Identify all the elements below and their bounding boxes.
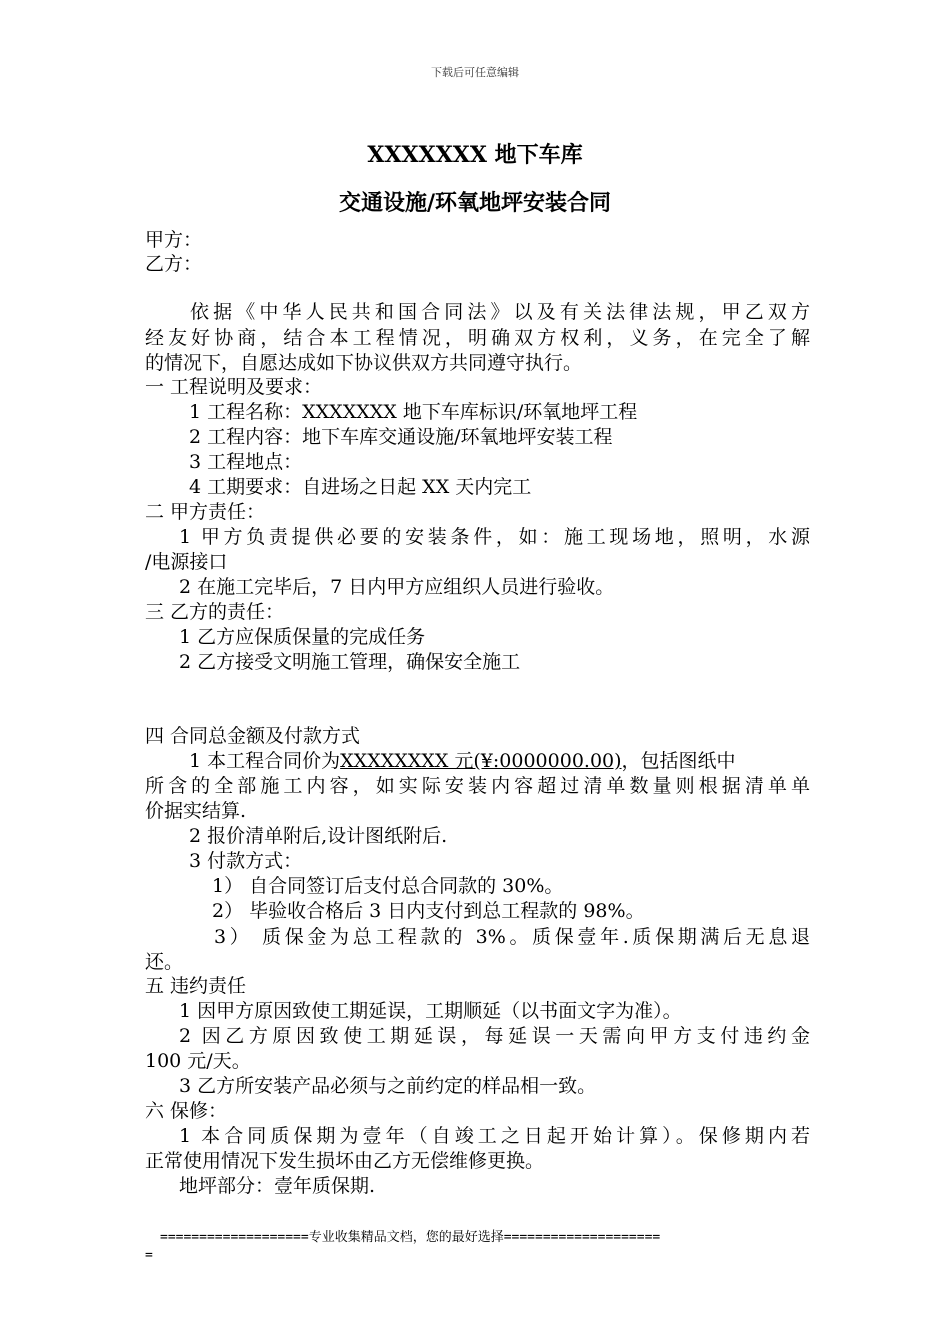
s2-item-1-line-2: /电源接口 bbox=[145, 551, 228, 573]
payment-term-1: 1） 自合同签订后支付总合同款的 30%。 bbox=[212, 875, 564, 897]
s4-item-2: 2 报价清单附后,设计图纸附后. bbox=[189, 825, 448, 847]
s4-item-1-prefix: 1 本工程合同价为 bbox=[189, 750, 341, 772]
s6-item-1-line-2: 正常使用情况下发生损坏由乙方无偿维修更换。 bbox=[145, 1150, 545, 1172]
s5-item-3: 3 乙方所安装产品必须与之前约定的样品相一致。 bbox=[179, 1075, 597, 1097]
s3-item-2: 2 乙方接受文明施工管理，确保安全施工 bbox=[179, 651, 521, 673]
s1-item: 2 工程内容：地下车库交通设施/环氧地坪安装工程 bbox=[189, 426, 613, 448]
section-5-heading: 五 违约责任 bbox=[145, 975, 247, 997]
s1-item: 1 工程名称：XXXXXXX 地下车库标识/环氧地坪工程 bbox=[189, 401, 638, 423]
s4-item-1-suffix: ，包括图纸中 bbox=[621, 750, 736, 772]
s4-item-3: 3 付款方式： bbox=[189, 850, 303, 872]
footer-banner-line-2: = bbox=[145, 1248, 153, 1263]
contract-title-line1: XXXXXXX 地下车库 bbox=[367, 142, 583, 168]
party-b-label: 乙方： bbox=[145, 253, 203, 275]
section-6-heading: 六 保修： bbox=[145, 1100, 228, 1122]
s1-item: 4 工期要求：自进场之日起 XX 天内完工 bbox=[189, 476, 532, 498]
s6-item-1-line-1: 1 本合同质保期为壹年（自竣工之日起开始计算）。保修期内若 bbox=[179, 1125, 810, 1147]
s5-item-2-line-1: 2 因乙方原因致使工期延误，每延误一天需向甲方支付违约金 bbox=[179, 1025, 810, 1047]
contract-title-line2: 交通设施/环氧地坪安装合同 bbox=[338, 190, 612, 216]
payment-term-2: 2） 毕验收合格后 3 日内支付到总工程款的 98%。 bbox=[212, 900, 645, 922]
party-a-label: 甲方： bbox=[145, 229, 203, 251]
section-3-heading: 三 乙方的责任： bbox=[145, 601, 285, 623]
intro-line-3: 的情况下，自愿达成如下协议供双方共同遵守执行。 bbox=[145, 352, 583, 374]
section-4-heading: 四 合同总金额及付款方式 bbox=[145, 725, 361, 747]
s4-item-1-line-1 bbox=[189, 749, 854, 773]
page-header-note: 下载后可任意编辑 bbox=[431, 66, 519, 79]
s3-item-1: 1 乙方应保质保量的完成任务 bbox=[179, 626, 426, 648]
payment-term-3-line-1: 3） 质保金为总工程款的 3%。质保壹年.质保期满后无息退 bbox=[214, 926, 810, 948]
intro-line-2: 经友好协商，结合本工程情况，明确双方权利，义务，在完全了解 bbox=[145, 327, 810, 349]
payment-term-3-line-2: 还。 bbox=[145, 951, 184, 973]
contract-amount: XXXXXXXX 元(¥:0000000.00) bbox=[340, 750, 622, 772]
s4-item-1-line-2: 所含的全部施工内容，如实际安装内容超过清单数量则根据清单单 bbox=[145, 775, 810, 797]
s5-item-1: 1 因甲方原因致使工期延误，工期顺延（以书面文字为准）。 bbox=[179, 1000, 682, 1022]
intro-line-1: 依据《中华人民共和国合同法》以及有关法律法规，甲乙双方 bbox=[190, 301, 810, 323]
s5-item-2-line-2: 100 元/天。 bbox=[145, 1050, 251, 1072]
footer-banner-line-1: ===================专业收集精品文档，您的最好选择==================== bbox=[160, 1230, 661, 1245]
s2-item-1-line-1: 1 甲方负责提供必要的安装条件，如：施工现场地，照明，水源 bbox=[179, 526, 810, 548]
s4-item-1-line-3: 价据实结算. bbox=[145, 800, 247, 822]
s2-item-2: 2 在施工完毕后，7 日内甲方应组织人员进行验收。 bbox=[179, 576, 615, 598]
section-2-heading: 二 甲方责任： bbox=[145, 501, 266, 523]
s1-item: 3 工程地点： bbox=[189, 451, 303, 473]
s6-floor-warranty: 地坪部分：壹年质保期. bbox=[179, 1175, 376, 1197]
section-1-heading: 一 工程说明及要求： bbox=[145, 376, 323, 398]
